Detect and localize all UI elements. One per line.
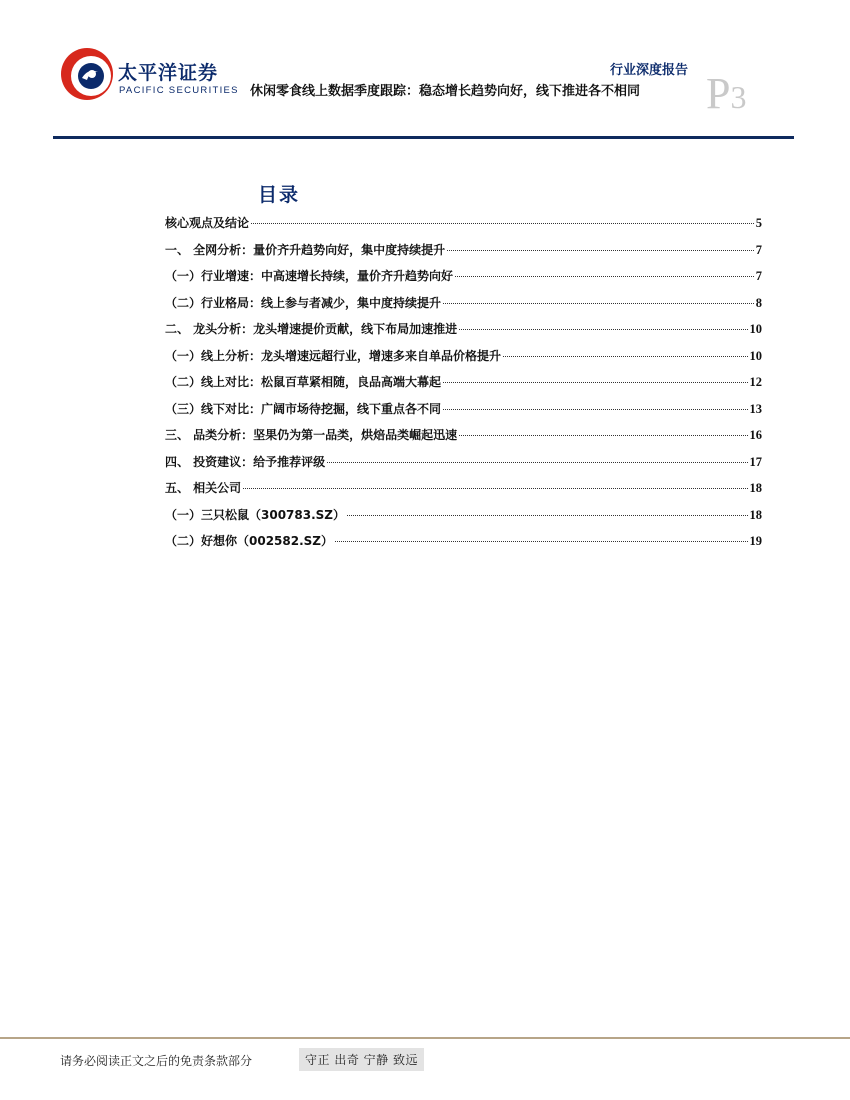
toc-leader-dots xyxy=(251,223,754,224)
page-number: 3 xyxy=(730,79,747,115)
toc-item[interactable] xyxy=(165,241,762,268)
header-divider xyxy=(53,136,794,139)
toc-item-label: （一）行业增速：中高速增长持续，量价齐升趋势向好 xyxy=(165,269,454,283)
toc-leader-dots xyxy=(347,515,747,516)
toc-item-label: 一、 全网分析：量价齐升趋势向好，集中度持续提升 xyxy=(165,242,446,257)
toc-item-page: 10 xyxy=(749,348,762,363)
report-type-label: 行业深度报告 xyxy=(609,63,688,78)
logo-chinese-name: 太平洋证券 xyxy=(118,62,219,84)
toc-item-page: 19 xyxy=(749,534,762,548)
toc-item-page: 12 xyxy=(749,375,762,389)
toc-item-label: （二）线上对比：松鼠百草紧相随，良品高端大幕起 xyxy=(165,375,442,389)
toc-item-page: 17 xyxy=(749,454,762,469)
toc-item[interactable] xyxy=(165,506,762,533)
footer-disclaimer: 请务必阅读正文之后的免责条款部分 xyxy=(60,1054,253,1068)
toc-item[interactable] xyxy=(165,453,762,480)
toc-leader-dots xyxy=(503,356,747,357)
pacific-securities-logo-icon xyxy=(58,44,116,104)
logo-english-name: PACIFIC SECURITIES xyxy=(119,85,239,96)
toc-item[interactable] xyxy=(165,532,762,559)
toc-item[interactable] xyxy=(165,320,762,347)
toc-leader-dots xyxy=(447,250,754,251)
toc-leader-dots xyxy=(455,276,754,277)
footer-motto: 守正 出奇 宁静 致远 xyxy=(299,1048,424,1071)
toc-leader-dots xyxy=(443,382,747,383)
toc-item[interactable] xyxy=(165,373,762,400)
toc-item[interactable] xyxy=(165,400,762,427)
toc-item-label: （二）好想你（002582.SZ） xyxy=(165,534,334,548)
toc-item-page: 7 xyxy=(755,242,762,257)
toc-leader-dots xyxy=(327,462,747,463)
toc-item-page: 10 xyxy=(749,322,762,336)
toc-item[interactable] xyxy=(165,214,762,241)
toc-leader-dots xyxy=(459,329,747,330)
toc-item-page: 18 xyxy=(749,507,762,522)
toc-item[interactable] xyxy=(165,267,762,294)
toc-item-label: 五、 相关公司 xyxy=(165,481,242,495)
toc-item-page: 7 xyxy=(755,269,762,283)
toc-item[interactable] xyxy=(165,294,762,321)
toc-item-page: 5 xyxy=(755,216,762,230)
page-prefix: P xyxy=(706,69,731,118)
toc-leader-dots xyxy=(335,541,747,542)
toc-item-label: 三、 品类分析：坚果仍为第一品类，烘焙品类崛起迅速 xyxy=(165,428,458,442)
toc-item-page: 16 xyxy=(749,428,762,442)
toc-item[interactable] xyxy=(165,426,762,453)
table-of-contents xyxy=(165,214,762,559)
toc-item-label: （三）线下对比：广阔市场待挖掘，线下重点各不同 xyxy=(165,401,442,416)
page-number-label xyxy=(706,69,747,118)
toc-leader-dots xyxy=(443,409,747,410)
footer-divider xyxy=(0,1037,850,1039)
toc-item-label: （一）线上分析：龙头增速远超行业，增速多来自单品价格提升 xyxy=(165,348,502,363)
toc-leader-dots xyxy=(243,488,747,489)
toc-item[interactable] xyxy=(165,479,762,506)
toc-item-label: 核心观点及结论 xyxy=(165,216,250,230)
toc-leader-dots xyxy=(459,435,747,436)
toc-title: 目录 xyxy=(258,184,301,206)
report-title: 休闲零食线上数据季度跟踪：稳态增长趋势向好，线下推进各不相同 xyxy=(250,84,641,99)
toc-item-label: 二、 龙头分析：龙头增速提价贡献，线下布局加速推进 xyxy=(165,322,458,336)
toc-item-label: （一）三只松鼠（300783.SZ） xyxy=(165,507,346,522)
toc-item-label: 四、 投资建议：给予推荐评级 xyxy=(165,454,326,469)
toc-item-page: 18 xyxy=(749,481,762,495)
toc-item-page: 8 xyxy=(755,295,762,310)
toc-item-page: 13 xyxy=(749,401,762,416)
toc-leader-dots xyxy=(443,303,754,304)
toc-item[interactable] xyxy=(165,347,762,374)
toc-item-label: （二）行业格局：线上参与者减少，集中度持续提升 xyxy=(165,295,442,310)
company-logo xyxy=(58,44,238,104)
